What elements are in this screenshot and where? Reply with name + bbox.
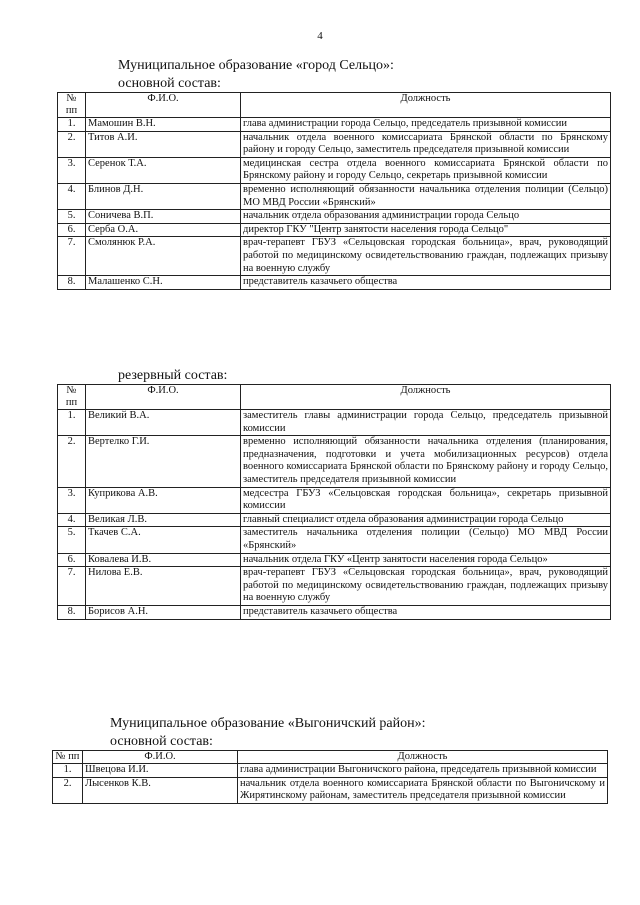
row-num: 7. [58,567,86,606]
row-position: временно исполняющий обязанности начальника отделения (планирования, предназначения, подготовки и учета мобилизационных ресурсов) отдела военного комиссариата Брянской области по Брянскому району и городу Сельцо, заместитель председателя призывной комиссии [241,436,611,487]
table-row [58,276,611,290]
row-num: 1. [58,118,86,132]
table-row [58,210,611,224]
table-header-row [53,751,608,764]
header-num: № пп [53,751,83,764]
row-name: Лысенков К.В. [83,777,238,803]
row-name: Великая Л.В. [86,513,241,527]
row-name: Малашенко С.Н. [86,276,241,290]
row-num: 8. [58,605,86,619]
row-name: Вертелко Г.И. [86,436,241,487]
row-position: временно исполняющий обязанности начальника отделения полиции (Сельцо) МО МВД России «Брянский» [241,183,611,209]
row-position: глава администрации Выгоничского района, председатель призывной комиссии [238,764,608,778]
row-position: начальник отдела военного комиссариата Брянской области по Выгоничскому и Жирятинскому районам, заместитель председателя призывной комиссии [238,777,608,803]
table-row [58,410,611,436]
row-num: 2. [58,436,86,487]
page-number: 4 [317,30,323,42]
section-2-subtitle: резервный состав: [118,368,228,383]
row-name: Швецова И.И. [83,764,238,778]
row-position: глава администрации города Сельцо, председатель призывной комиссии [241,118,611,132]
row-position: заместитель главы администрации города Сельцо, председатель призывной комиссии [241,410,611,436]
row-num: 1. [53,764,83,778]
table-row [53,777,608,803]
table-row [58,553,611,567]
header-position: Должность [241,93,611,118]
table-row [58,118,611,132]
row-position: представитель казачьего общества [241,276,611,290]
row-name: Борисов А.Н. [86,605,241,619]
table-row [58,237,611,276]
table-row [58,605,611,619]
table-row [58,513,611,527]
row-name: Соничева В.П. [86,210,241,224]
table-row [58,436,611,487]
row-position: начальник отдела ГКУ «Центр занятости населения города Сельцо» [241,553,611,567]
row-position: начальник отдела образования администрации города Сельцо [241,210,611,224]
row-num: 3. [58,487,86,513]
row-num: 5. [58,527,86,553]
row-position: врач-терапевт ГБУЗ «Сельцовская городская больница», врач, руководящий работой по медицинскому освидетельствованию граждан, подлежащих призыву на военную службу [241,567,611,606]
header-name: Ф.И.О. [83,751,238,764]
row-num: 7. [58,237,86,276]
row-num: 8. [58,276,86,290]
row-name: Ковалева И.В. [86,553,241,567]
section-3-title: Муниципальное образование «Выгоничский район»: [110,716,426,731]
row-name: Ткачев С.А. [86,527,241,553]
row-name: Серенок Т.А. [86,157,241,183]
row-position: главный специалист отдела образования администрации города Сельцо [241,513,611,527]
table-row [58,223,611,237]
row-num: 3. [58,157,86,183]
row-num: 2. [58,131,86,157]
row-name: Нилова Е.В. [86,567,241,606]
header-position: Должность [241,385,611,410]
row-name: Смолянюк Р.А. [86,237,241,276]
row-position: медицинская сестра отдела военного комиссариата Брянской области по Брянскому району и городу Сельцо, секретарь призывной комиссии [241,157,611,183]
row-position: заместитель начальника отделения полиции (Сельцо) МО МВД России «Брянский» [241,527,611,553]
table-section-1 [57,92,611,290]
table-section-2 [57,384,611,620]
table-row [58,157,611,183]
row-name: Великий В.А. [86,410,241,436]
row-num: 5. [58,210,86,224]
table-row [58,527,611,553]
table-row [58,183,611,209]
header-position: Должность [238,751,608,764]
table-row [58,131,611,157]
table-row [53,764,608,778]
table-header-row [58,93,611,118]
row-num: 2. [53,777,83,803]
header-name: Ф.И.О. [86,385,241,410]
table-section-3 [52,750,608,804]
header-num: № пп [58,385,86,410]
section-1-title: Муниципальное образование «город Сельцо»: [118,58,394,73]
row-position: представитель казачьего общества [241,605,611,619]
row-position: врач-терапевт ГБУЗ «Сельцовская городская больница», врач, руководящий работой по медицинскому освидетельствованию граждан, подлежащих призыву на военную службу [241,237,611,276]
section-1-subtitle: основной состав: [118,76,221,91]
table-row [58,567,611,606]
table-header-row [58,385,611,410]
header-name: Ф.И.О. [86,93,241,118]
header-num: № пп [58,93,86,118]
row-name: Куприкова А.В. [86,487,241,513]
row-name: Титов А.И. [86,131,241,157]
row-name: Блинов Д.Н. [86,183,241,209]
table-row [58,487,611,513]
row-num: 1. [58,410,86,436]
row-name: Серба О.А. [86,223,241,237]
row-name: Мамошин В.Н. [86,118,241,132]
row-position: начальник отдела военного комиссариата Брянской области по Брянскому району и городу Сельцо, заместитель председателя призывной комиссии [241,131,611,157]
row-num: 6. [58,553,86,567]
row-position: директор ГКУ "Центр занятости населения города Сельцо" [241,223,611,237]
row-num: 4. [58,513,86,527]
row-num: 6. [58,223,86,237]
section-3-subtitle: основной состав: [110,734,213,749]
row-num: 4. [58,183,86,209]
row-position: медсестра ГБУЗ «Сельцовская городская больница», секретарь призывной комиссии [241,487,611,513]
